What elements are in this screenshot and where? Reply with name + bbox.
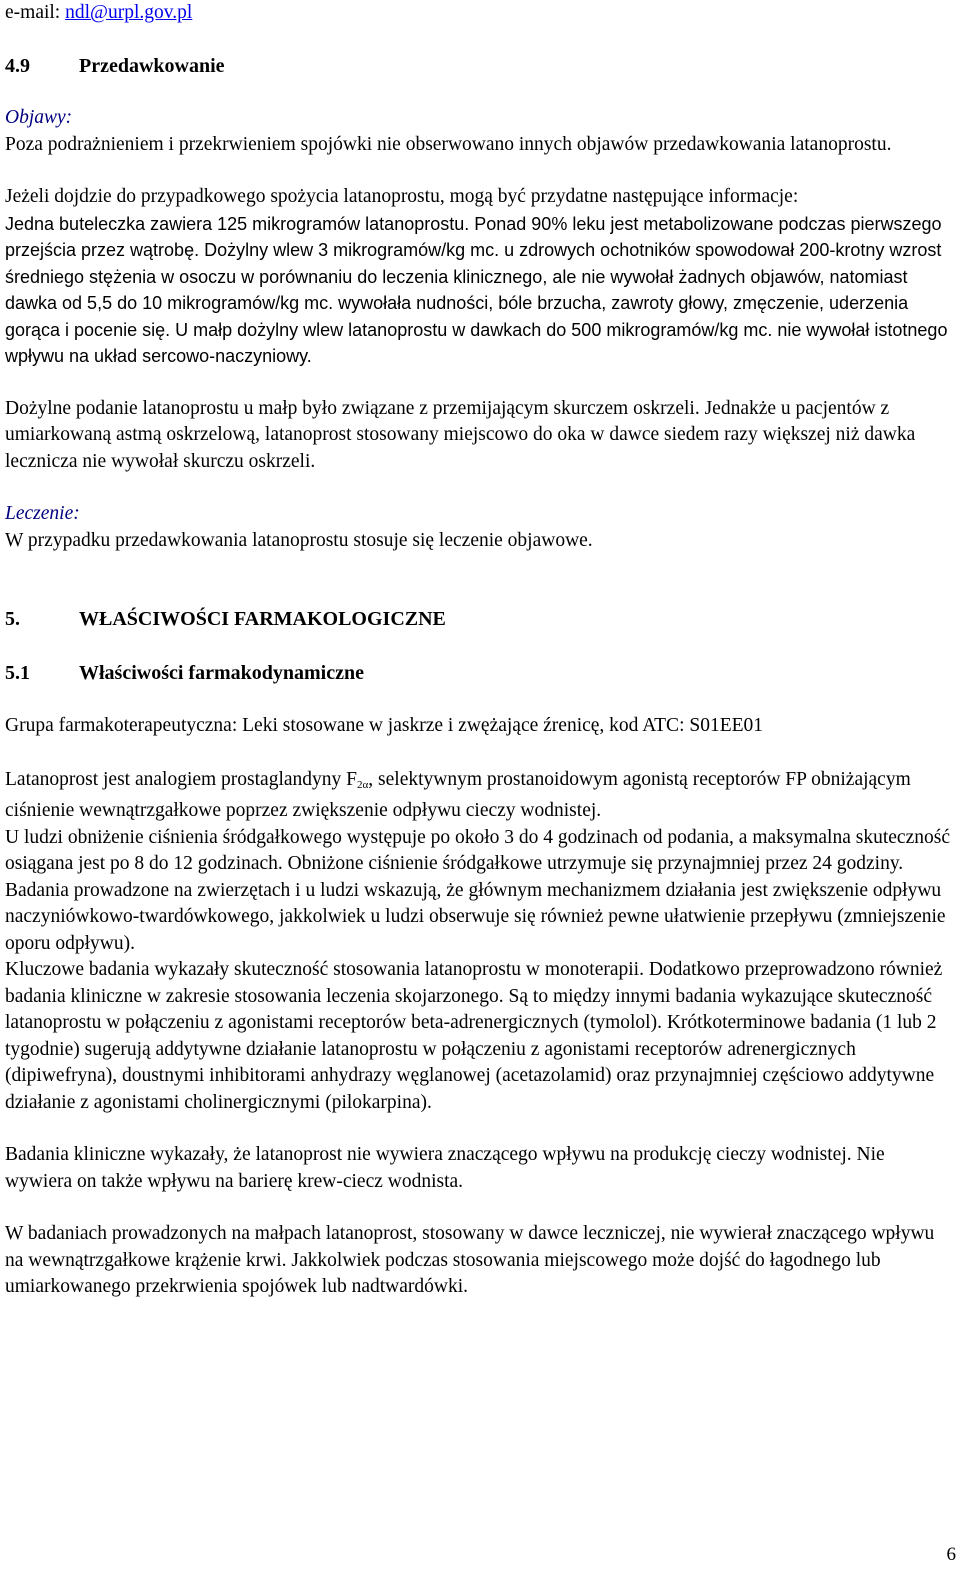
- paragraph-malpy: W badaniach prowadzonych na małpach latanoprost, stosowany w dawce leczniczej, nie wywierał znaczącego wpływu na wewnątrzgałkowe krążenie krwi. Jakkolwiek podczas stosowania miejscowego może dojść do łagodnego lub umiarkowanego przekrwienia spojówek lub nadtwardówki.: [5, 1223, 935, 1297]
- section-heading-5: [5, 606, 955, 633]
- section-title: Przedawkowanie: [79, 54, 225, 77]
- section-number: 5.1: [5, 661, 30, 684]
- analog-text-before: Latanoprost jest analogiem prostaglandyny F: [5, 768, 358, 790]
- paragraph-analog: [5, 767, 955, 825]
- paragraph-buteleczka: Jedna buteleczka zawiera 125 mikrogramów latanoprostu. Ponad 90% leku jest metabolizowane podczas pierwszego przejścia przez wątrobę. Dożylny wlew 3 mikrogramów/kg mc. u zdrowych ochotników spowodował 200-krotny wzrost średniego stężenia w osoczu w porównaniu do leczenia klinicznego, ale nie wywołał żadnych objawów, natomiast dawka od 5,5 do 10 mikrogramów/kg mc. wywołała nudności, bóle brzucha, zawroty głowy, zmęczenie, uderzenia gorąca i pocenie się. U małp dożylny wlew latanoprostu w dawkach do 500 mikrogramów/kg mc. nie wywołał istotnego wpływu na układ sercowo-naczyniowy.: [5, 213, 948, 366]
- paragraph-spozycie: Jeżeli dojdzie do przypadkowego spożycia latanoprostu, mogą być przydatne następujące informacje:: [5, 186, 799, 207]
- analog-text-after: , selektywnym prostanoidowym agonistą receptorów FP obniżającym ciśnienie wewnątrzgałkowe poprzez zwiększenie odpływu cieczy wodnistej.: [5, 768, 911, 821]
- section-title: WŁAŚCIWOŚCI FARMAKOLOGICZNE: [79, 608, 446, 630]
- paragraph-kliniczne: Badania kliniczne wykazały, że latanoprost nie wywiera znaczącego wpływu na produkcję cieczy wodnistej. Nie wywiera on także wpływu na barierę krew-ciecz wodnista.: [5, 1144, 885, 1192]
- document-page: [5, 0, 955, 1301]
- subheading-leczenie: Leczenie:: [5, 503, 80, 524]
- paragraph-leczenie: W przypadku przedawkowania latanoprostu stosuje się leczenie objawowe.: [5, 529, 593, 551]
- paragraph-dozylne: Dożylne podanie latanoprostu u małp było związane z przemijającym skurczem oskrzeli. Jednakże u pacjentów z umiarkowaną astmą oskrzelową, latanoprost stosowany miejscowo do oka w dawce siedem razy większej niż dawka lecznicza nie wywołał skurczu oskrzeli.: [5, 397, 916, 472]
- email-label: e-mail:: [5, 2, 66, 23]
- section-heading-4-9: [5, 53, 955, 80]
- subheading-objawy: Objawy:: [5, 107, 73, 128]
- paragraph-kluczowe: Kluczowe badania wykazały skuteczność stosowania latanoprostu w monoterapii. Dodatkowo przeprowadzono również badania kliniczne w zakresie stosowania leczenia skojarzonego. Są to między innymi badania wykazujące skuteczność latanoprostu w połączeniu z agonistami receptorów beta-adrenergicznych (tymolol). Krótkoterminowe badania (1 lub 2 tygodnie) sugerują addytywne działanie latanoprostu w połączeniu z agonistami receptorów adrenergicznych (dipiwefryna), doustnymi inhibitorami anhydrazy węglanowej (acetazolamid) oraz przynajmniej częściowo addytywne działanie z agonistami cholinergicznymi (pilokarpina).: [5, 959, 943, 1113]
- section-title: Właściwości farmakodynamiczne: [79, 661, 364, 684]
- section-number: 4.9: [5, 54, 30, 77]
- paragraph-objawy: Poza podrażnieniem i przekrwieniem spojówki nie obserwowano innych objawów przedawkowania latanoprostu.: [5, 133, 892, 155]
- paragraph-ludzi: U ludzi obniżenie ciśnienia śródgałkowego występuje po około 3 do 4 godzinach od podania, a maksymalna skuteczność osiągana jest po 8 do 12 godzinach. Obniżone ciśnienie śródgałkowe utrzymuje się przynajmniej przez 24 godziny.: [5, 826, 950, 874]
- analog-subscript: 2α: [357, 778, 369, 791]
- paragraph-grupa: Grupa farmakoterapeutyczna: Leki stosowane w jaskrze i zwężające źrenicę, kod ATC: S01EE01: [5, 715, 764, 736]
- section-number: 5.: [5, 608, 20, 630]
- paragraph-badania: Badania prowadzone na zwierzętach i u ludzi wskazują, że głównym mechanizmem działania jest zwiększenie odpływu naczyniówkowo-twardówkowego, jakkolwiek u ludzi obserwuje się również pewne ułatwienie przepływu (zmniejszenie oporu odpływu).: [5, 879, 946, 954]
- email-link[interactable]: ndl@urpl.gov.pl: [65, 2, 193, 23]
- section-heading-5-1: [5, 660, 955, 687]
- email-line: [5, 0, 955, 27]
- page-number: 6: [946, 1544, 956, 1565]
